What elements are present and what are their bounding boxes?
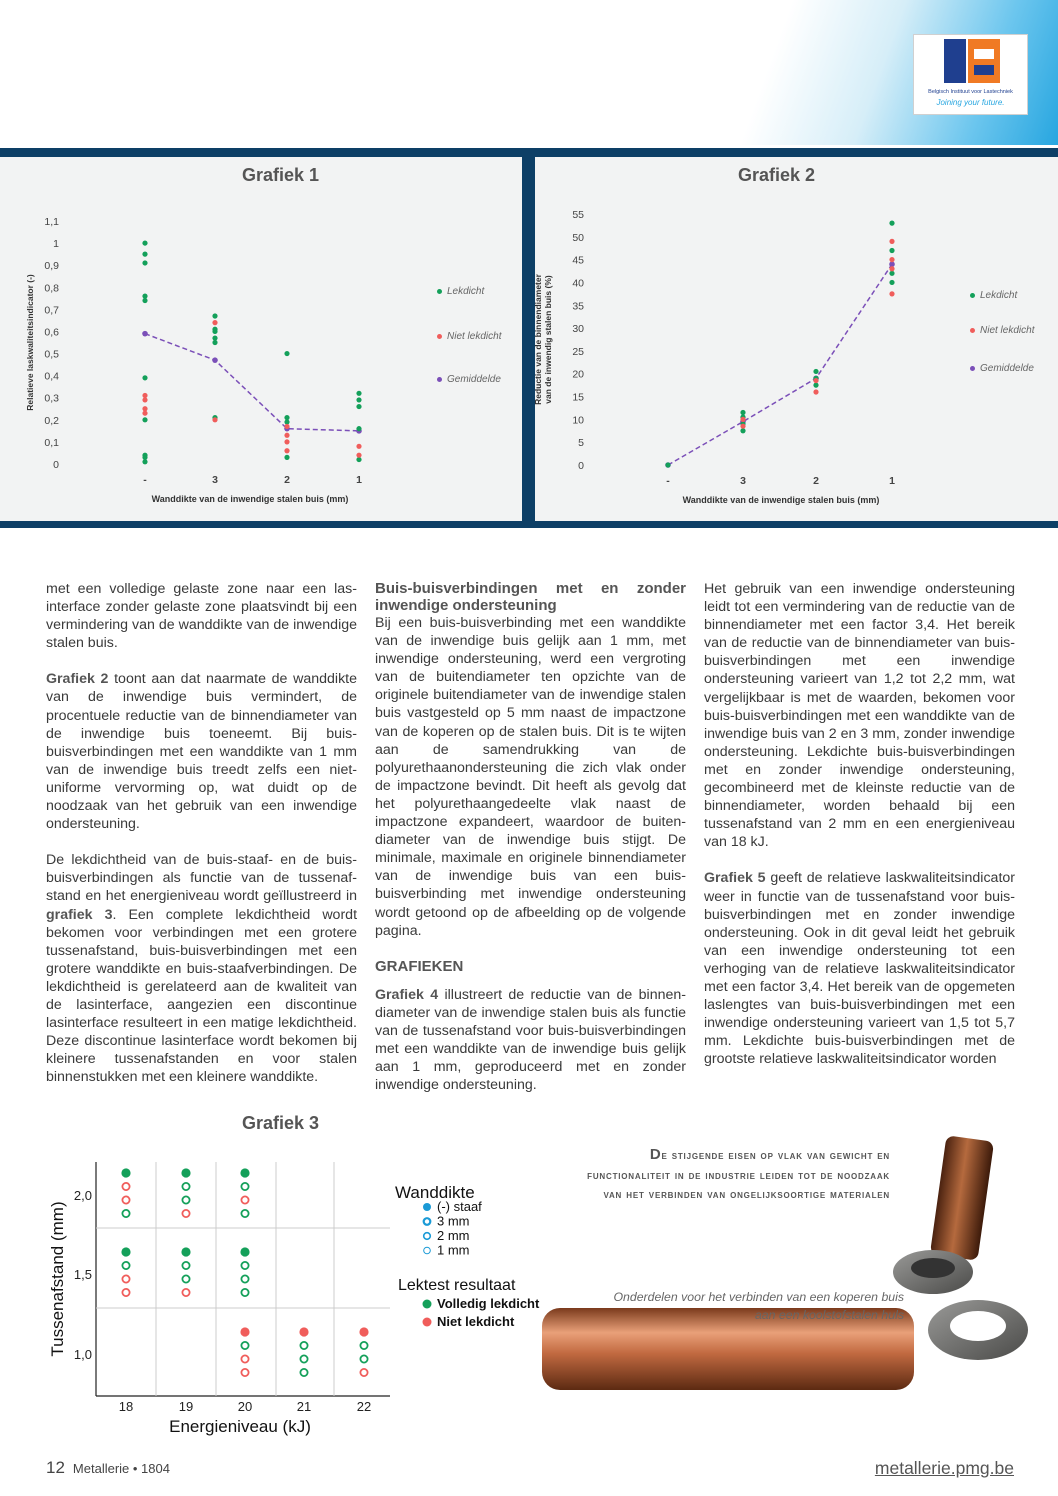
marker-2mm [241,1355,248,1362]
data-point [813,383,818,388]
marker-2mm [300,1355,307,1362]
x-axis-label: Wanddikte van de inwendige stalen buis (mm) [682,495,880,505]
y-tick-label: 1,1 [44,216,59,228]
x-tick-label: 1 [356,474,362,486]
chart-panel-1 [0,157,522,521]
marker-2mm [360,1355,367,1362]
data-point [889,266,894,271]
x-tick-label: - [666,475,670,487]
marker-1mm [182,1210,189,1217]
paragraph: Grafiek 4 illustreert de reductie van de binnendiameter van de inwendige stalen buis als functie van de tussenafstand voor buis-buisverbindingen met een wanddikte van de inwendige buis gelijk aan 1 mm, geproduceerd met en zonder inwendige ondersteuning. [375,986,687,1094]
data-point [889,280,894,285]
y-tick-label: 0,8 [44,282,59,295]
data-point [284,424,289,429]
data-point [212,320,217,325]
legend-dot-icon [437,334,442,339]
y-axis-label [533,273,553,405]
data-point [142,411,147,416]
data-point [142,260,147,265]
data-point [889,257,894,262]
data-point [356,391,361,396]
footer-left [46,1458,170,1478]
y-tick-label: 45 [572,254,584,267]
marker-3mm [241,1342,248,1349]
data-point [142,375,147,380]
data-point [284,433,289,438]
x-tick-label: 3 [212,474,218,486]
bil-logo[interactable] [913,34,1028,115]
data-point [813,378,818,383]
marker-3mm [300,1342,307,1349]
marker-3mm [360,1342,367,1349]
x-tick-label: 19 [178,1399,194,1414]
data-point [212,340,217,345]
data-point [889,291,894,296]
x-tick-label: 2 [284,474,290,486]
data-point [356,444,361,449]
data-point [142,298,147,303]
y-tick-label: 50 [572,231,584,244]
legend-title-wanddikte: Wanddikte [395,1183,475,1202]
marker-2mm [182,1275,189,1282]
chart-3 [40,1148,600,1448]
photo-caption: Onderdelen voor het verbinden van een koperen buis aan een koolstofstalen huls [613,1290,904,1322]
marker-1mm [241,1369,248,1376]
legend-marker-staaf [423,1203,431,1211]
data-point [212,313,217,318]
chart-panel-2 [535,157,1058,521]
marker-3mm [241,1183,248,1190]
marker-2mm [122,1196,129,1203]
data-point [889,271,894,276]
y-tick-label: 0,7 [44,304,59,317]
marker-1mm [300,1369,307,1376]
marker-3mm [122,1262,129,1269]
data-point [142,417,147,422]
marker-2mm [182,1196,189,1203]
marker-staaf [181,1247,190,1256]
paragraph: met een volledige gelaste zone naar een lasinterface zonder gelaste zone plaatsvindt bij een vermindering van de wanddikte van de inwendige stalen buis. [46,581,357,652]
x-tick-label: 21 [296,1399,312,1414]
y-tick-label: 0 [578,460,584,472]
legend-item-label: (-) staaf [437,1199,482,1214]
marker-2mm [241,1275,248,1282]
marker-3mm [182,1262,189,1269]
y-tick-label: 30 [572,323,584,336]
marker-staaf [299,1327,308,1336]
average-line [668,264,892,465]
section-heading: Buis-buisverbindingen met en zonder inwendige ondersteuning [375,580,686,614]
data-point [284,439,289,444]
y-tick-label: 15 [572,391,584,404]
data-point [889,239,894,244]
legend-marker-result [423,1300,432,1309]
legend-dot-icon [970,366,975,371]
x-tick-label: - [143,474,147,486]
data-point [740,410,745,415]
x-tick-label: 1 [889,475,895,487]
y-tick-label: 20 [572,368,584,381]
data-point [212,417,217,422]
x-axis-label: Energieniveau (kJ) [169,1417,311,1436]
y-tick-label: 40 [572,277,584,290]
legend-title-result: Lektest resultaat [398,1277,516,1294]
marker-staaf [240,1168,249,1177]
page-number: 12 [46,1458,65,1477]
average-point [142,331,148,337]
marker-staaf [181,1168,190,1177]
footer-url-link[interactable]: metallerie.pmg.be [874,1458,1014,1478]
legend-gemiddelde-2: Gemiddelde [970,363,1034,374]
data-point [356,453,361,458]
average-point [212,357,218,363]
data-point [284,455,289,460]
y-tick-label: 0 [53,459,59,471]
data-point [665,462,670,467]
average-line [145,334,359,431]
data-point [142,252,147,257]
legend-lekdicht-1: Lekdicht [437,286,484,297]
marker-3mm [182,1183,189,1190]
y-tick-label: 35 [572,300,584,313]
paragraph: Grafiek 5 geeft de relatieve laskwaliteitsindicator weer in functie van de tussenafstand voor buis-buisverbindingen met en zonder inwendige ondersteuning. Ook in dit geval leidt het gebruik van een inwendige ondersteuning tot een verhoging van de relatieve laskwaliteitsindicator met een factor 3,4. Het bereik van de opgemeten laslengtes van buis-buisverbindingen met een inwendige ondersteuning varieert van 1,5 tot 5,7 mm. Lekdichte buis-buisverbindingen met de grootste relatieve laskwaliteitsindicator worden [704,870,1015,1068]
y-axis-label: Relatieve laskwaliteitsindicator (-) [25,274,35,411]
legend-dot-icon [970,293,975,298]
article-column-1 [46,580,357,1104]
data-point [356,397,361,402]
data-point [889,248,894,253]
y-tick-label: 0,9 [44,260,59,273]
marker-1mm [360,1369,367,1376]
legend-item-label: Niet lekdicht [437,1314,515,1329]
x-axis-label: Wanddikte van de inwendige stalen buis (mm) [151,494,349,504]
marker-1mm [122,1289,129,1296]
marker-3mm [241,1262,248,1269]
steel-ring [928,1300,1028,1360]
data-point [284,448,289,453]
legend-item-label: 1 mm [437,1242,470,1258]
marker-1mm [241,1210,248,1217]
logo-mark [944,39,1000,83]
y-tick-label: 0,1 [44,436,59,449]
x-tick-label: 18 [118,1399,134,1414]
y-tick-label: 55 [572,209,584,221]
y-tick-label: 5 [578,437,584,450]
legend-item-label: 3 mm [437,1213,470,1229]
y-axis-label-line: Reductie van de binnendiameter [533,274,543,405]
legend-dot-icon [970,328,975,333]
paragraph: Grafiek 2 toont aan dat naarmate de wanddikte van de inwendige buis vermindert, de procentuele reductie van de binnendiameter van de inwendige buis toeneemt. Bij buis-buisverbindingen met een wanddikte van 1 mm van de inwendige buis treedt zelfs een niet-uniforme vervorming op, wat duidt op de noodzaak van het gebruik van een inwendige ondersteuning. [46,671,357,833]
y-tick-label: 1,0 [73,1347,92,1362]
steel-sleeve [893,1135,994,1294]
legend-lekdicht-2: Lekdicht [970,290,1017,301]
marker-3mm [122,1183,129,1190]
chart-title-3: Grafiek 3 [242,1113,320,1133]
y-axis-label: Tussenafstand (mm) [48,1201,67,1357]
x-tick-label: 22 [356,1399,372,1414]
legend-niet-2: Niet lekdicht [970,325,1034,336]
marker-staaf [121,1247,130,1256]
paragraph: Bij een buis-buisverbinding met een wanddikte van de inwendige buis gelijk aan 1 mm, met inwendige ondersteuning, werd een vergroting van de buitendiameter ten opzichte van de originele buitendiameter van de inwendige stalen buis vastgesteld op 5 mm naast de impactzone van de koperen op de stalen buis. Dit is te wijten aan de samendrukking van de polyurethaanondersteuning die zich vlak onder de impactzone bevindt. Dit heeft als gevolg dat het polyurethaangedeelte vlak naast de impactzone expandeert, waardoor de buitendiameter van de inwendige buis stijgt. De minimale, maximale en originele binnendiameter van de inwendige buis van een buis-buisverbinding met inwendige ondersteuning wordt getoond op de afbeelding op de volgende pagina. [375,615,686,939]
marker-1mm [182,1289,189,1296]
logo-slogan: Joining your future. [936,98,1005,107]
marker-2mm [241,1196,248,1203]
data-point [142,240,147,245]
legend-marker-ring [424,1218,431,1225]
marker-staaf [359,1327,368,1336]
marker-staaf [240,1327,249,1336]
legend-item-label: Volledig lekdicht [437,1296,540,1311]
chart-title-1: Grafiek 1 [242,165,320,185]
legend-item-label: 2 mm [437,1228,470,1243]
y-axis-label-line: van de inwendig stalen buis (%) [543,275,553,404]
article-column-2 [375,580,686,1112]
y-tick-label: 25 [572,345,584,358]
logo-org: Belgisch Instituut voor Lastechniek [928,89,1013,95]
legend-marker-ring [424,1233,431,1240]
y-tick-label: 0,3 [44,392,59,405]
chart-2 [535,157,1058,521]
chart-title-2: Grafiek 2 [738,165,816,185]
data-point [813,369,818,374]
legend-gemiddelde-1: Gemiddelde [437,374,501,385]
y-tick-label: 0,4 [44,370,59,383]
y-tick-label: 2,0 [73,1188,92,1203]
pull-quote: De stijgende eisen op vlak van gewicht en functionaliteit in de industrie leiden tot de noodzaak van het verbinden van ongelijksoortige materialen [587,1146,890,1201]
data-point [356,404,361,409]
x-tick-label: 2 [813,475,819,487]
data-point [142,397,147,402]
legend-marker-ring [424,1247,431,1254]
data-point [212,329,217,334]
x-tick-label: 3 [740,475,746,487]
average-point [889,261,895,267]
legend-dot-icon [437,377,442,382]
legend-dot-icon [437,289,442,294]
data-point [740,428,745,433]
data-point [740,424,745,429]
article-column-3 [704,580,1015,1086]
data-point [740,417,745,422]
magazine-issue: Metallerie • 1804 [72,1461,170,1476]
data-point [356,426,361,431]
marker-2mm [122,1275,129,1282]
y-tick-label: 0,2 [44,414,59,427]
marker-staaf [240,1247,249,1256]
y-tick-label: 1 [53,238,59,251]
legend-niet-1: Niet lekdicht [437,331,501,342]
data-point [284,351,289,356]
paragraph: Het gebruik van een inwendige ondersteuning leidt tot een vermindering van de reductie van de binnendiameter met een factor 3,4. Het bereik van de reductie van de binnendiameter van buis-buisverbindingen met een inwendige ondersteuning varieert van 1,2 tot 2,2 mm, wat vergelijkbaar is met de waarden, bekomen voor buis-buisverbindingen met een wanddikte van de inwendige buis van 2 en 3 mm, zonder inwendige ondersteuning. Lekdichte buis-buisverbindingen met en zonder inwendige ondersteuning, gecombineerd met de kleinste reductie van de binnendiameter, worden behaald bij een tussenafstand van 2 mm en een energieniveau van 18 kJ. [704,581,1015,851]
y-tick-label: 10 [572,414,584,427]
y-tick-label: 0,5 [44,348,59,361]
marker-1mm [122,1210,129,1217]
marker-staaf [121,1168,130,1177]
x-tick-label: 20 [237,1399,253,1414]
paragraph: De lekdichtheid van de buis-staaf- en de buis-buisverbindingen als functie van de tussenafstand en het energieniveau wordt geïllustreerd in grafiek 3. Een complete lekdichtheid wordt bekomen voor verbindingen met een grotere tussenafstand, buis-buisverbindingen met een grotere wanddikte en buis-staafverbindingen. De lekdichtheid is gerelateerd aan de kwaliteit van de lasinterface, aangezien een discontinue lasinterface resulteert in een matige lekdichtheid. Deze discontinue lasinterface wordt bekomen bij kleinere tussenafstanden en voor stalen binnenstukken met een kleinere wanddikte. [46,852,358,1086]
marker-1mm [241,1289,248,1296]
data-point [142,459,147,464]
section-subheading: GRAFIEKEN [375,957,464,975]
legend-marker-result [423,1318,432,1327]
data-point [813,389,818,394]
data-point [889,221,894,226]
y-tick-label: 0,6 [44,326,59,339]
y-tick-label: 1,5 [73,1267,92,1282]
